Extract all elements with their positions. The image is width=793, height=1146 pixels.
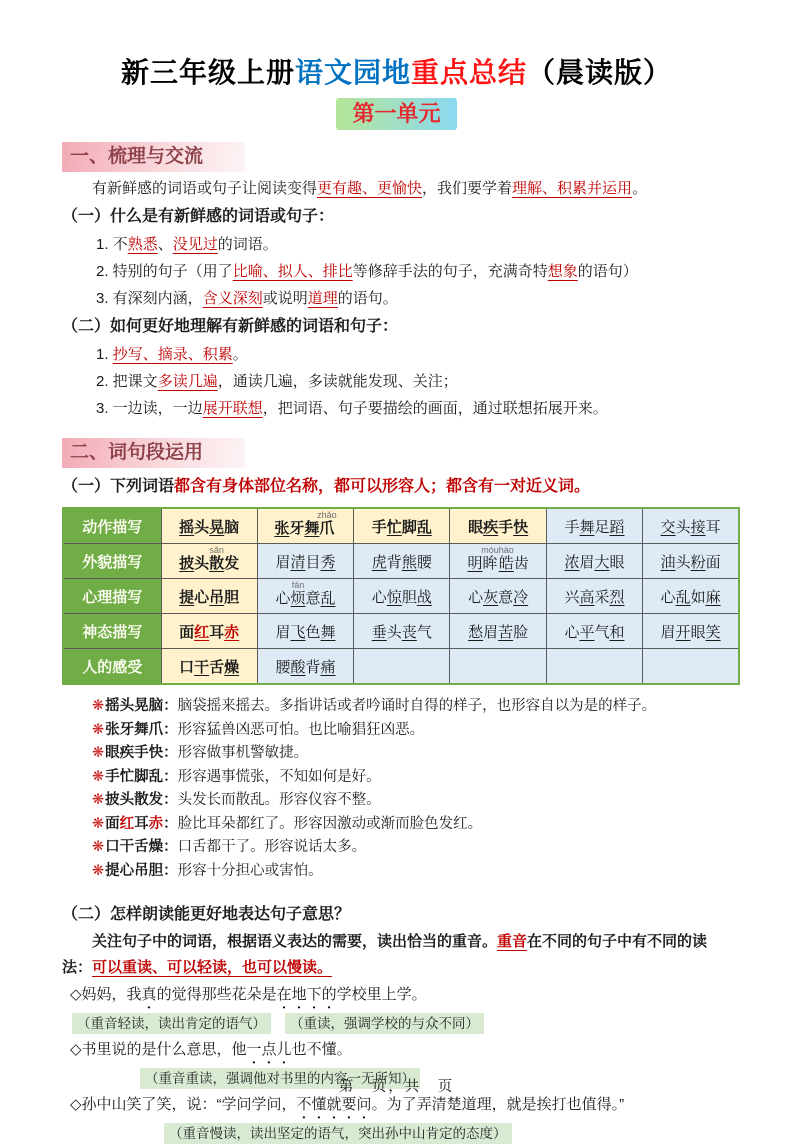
section1-intro xyxy=(62,176,731,202)
definition-item xyxy=(92,719,731,743)
table-row xyxy=(63,544,739,579)
example-sentence xyxy=(62,981,731,1012)
text-segment: 一点儿 xyxy=(246,1041,292,1058)
definition-text: 形容猛兽凶恶可怕。也比喻猖狂凶恶。 xyxy=(177,721,425,738)
bullet-icon: ❋ xyxy=(92,862,105,879)
definition-term: 手忙脚乱： xyxy=(105,768,178,785)
text-segment: ，通读几遍，多读就能发现、关注； xyxy=(217,373,458,390)
example-sentence xyxy=(62,1036,731,1067)
table-row xyxy=(63,614,739,649)
bullet-icon: ❋ xyxy=(92,768,105,785)
definition-item xyxy=(92,742,731,766)
list-item xyxy=(62,368,731,395)
table-cell xyxy=(354,649,450,685)
bullet-icon: ❋ xyxy=(92,745,105,761)
pinyin-annotation: hào xyxy=(498,545,514,555)
table-cell: 披头散sǎn发 xyxy=(161,544,257,579)
example-block xyxy=(62,981,731,1036)
section1-sub2-heading: （二）如何更好地理解有新鲜感的词语和句子： xyxy=(62,318,399,335)
table-cell: 眉清目秀 xyxy=(257,544,353,579)
text-segment: 都含有身体部位名称，都可以形容人；都含有一对近义词。 xyxy=(174,478,591,495)
table-cell: 油头粉面 xyxy=(643,544,739,579)
text-segment: 没见过 xyxy=(172,236,218,253)
page-footer: 第 页，共 页 xyxy=(338,1079,455,1095)
text-segment: 熟悉 xyxy=(127,236,158,253)
text-segment: 理解、积累并运用 xyxy=(512,180,633,197)
text-segment: 3. 一边读，一边 xyxy=(96,400,203,417)
list-item xyxy=(62,341,731,368)
definition-term: 摇头晃脑： xyxy=(105,698,178,714)
table-cell: 张牙舞爪zhǎo xyxy=(257,508,353,544)
text-segment: 关注句子中的词语，根据语义表达的需要，读出恰当的重音。 xyxy=(92,933,498,950)
table-row xyxy=(63,508,739,544)
text-segment: 可以重读、可以轻读，也可以慢读。 xyxy=(92,959,333,976)
table-cell: 交头接耳 xyxy=(643,508,739,544)
title-part: 新三年级上册 xyxy=(120,57,295,88)
table-row-label: 神态描写 xyxy=(63,614,161,649)
definition-term: 披头散发： xyxy=(105,792,178,808)
definition-item xyxy=(92,789,731,813)
definition-term: 面红耳赤： xyxy=(105,815,178,832)
definition-term: 提心吊胆： xyxy=(105,862,178,879)
bullet-icon: ❋ xyxy=(92,698,105,714)
unit-badge: 第一单元 xyxy=(336,98,456,130)
text-segment: 等修辞手法的句子，充满奇特 xyxy=(352,263,548,280)
definition-term: 眼疾手快： xyxy=(105,745,178,761)
section-heading-2: 二、词句段运用 xyxy=(62,438,245,468)
table-row-label: 动作描写 xyxy=(63,508,161,544)
reading-note: （重音重读，强调他对书里的内容一无所知） xyxy=(140,1068,420,1089)
list-item xyxy=(62,285,731,312)
section-heading-1: 一、梳理与交流 xyxy=(62,142,245,172)
definition-text: 形容十分担心或害怕。 xyxy=(177,862,323,879)
bullet-icon: ❋ xyxy=(92,721,105,738)
table-cell: 口干舌燥 xyxy=(161,649,257,685)
text-segment: 多读几遍 xyxy=(157,373,218,390)
table-row xyxy=(63,649,739,685)
table-cell: 面红耳赤 xyxy=(161,614,257,649)
pinyin-annotation: fán xyxy=(290,580,306,590)
reading-stress-paragraph xyxy=(62,929,731,981)
table-cell xyxy=(643,649,739,685)
text-segment: 。 xyxy=(232,346,248,363)
text-segment: 的语句。 xyxy=(337,290,398,307)
table-cell: 浓眉大眼 xyxy=(546,544,642,579)
text-segment: 含义深刻 xyxy=(202,290,263,307)
pinyin-annotation: móu xyxy=(481,545,499,555)
reading-note: （重音轻读，读出肯定的语气） xyxy=(72,1013,271,1034)
section1-sub1-list xyxy=(62,231,731,312)
table-cell: 心平气和 xyxy=(546,614,642,649)
table-cell: 心惊胆战 xyxy=(354,579,450,614)
text-segment: 或说明 xyxy=(262,290,308,307)
table-cell: 心烦fán意乱 xyxy=(257,579,353,614)
list-item xyxy=(62,258,731,285)
table-row xyxy=(63,579,739,614)
section1-sub1-heading: （一）什么是有新鲜感的词语或句子： xyxy=(62,208,335,225)
title-part: （晨读版） xyxy=(527,57,673,88)
text-segment: 的觉得那些花朵是 xyxy=(156,986,277,1003)
vocab-table xyxy=(62,507,740,685)
table-cell: 眉开眼笑 xyxy=(643,614,739,649)
text-segment: 重音 xyxy=(497,933,528,950)
text-segment: ，把词语、句子要描绘的画面，通过联想拓展开来。 xyxy=(262,400,608,417)
text-segment: 1. 不 xyxy=(96,236,128,253)
definition-item xyxy=(92,813,731,837)
text-segment: ◇孙中山笑了笑，说：“学问学问， xyxy=(70,1096,297,1113)
definition-text: 头发长而散乱。形容仪容不整。 xyxy=(177,792,381,808)
text-segment: ◇妈妈，我 xyxy=(70,986,142,1003)
text-segment: 。为了弄清楚道理，就是挨打也值得。” xyxy=(371,1096,625,1113)
text-segment: 比喻、拟人、排比 xyxy=(232,263,353,280)
table-cell: 垂头丧气 xyxy=(354,614,450,649)
table-cell: 摇头晃脑 xyxy=(161,508,257,544)
text-segment: 1. xyxy=(96,346,113,363)
bullet-icon: ❋ xyxy=(92,792,105,808)
definition-item xyxy=(92,766,731,790)
table-cell: 明眸móu皓hào齿 xyxy=(450,544,546,579)
text-segment: 更有趣、更愉快 xyxy=(317,180,423,197)
text-segment: 。 xyxy=(632,180,648,197)
text-segment: 在地下的 xyxy=(276,986,337,1003)
text-segment: 有新鲜感的词语或句子让阅读变得 xyxy=(92,180,318,197)
example-block xyxy=(62,1091,731,1146)
text-segment: ◇书里说的是什么意思，他 xyxy=(70,1041,247,1058)
text-segment: 也不懂。 xyxy=(291,1041,352,1058)
reading-note: （重读，强调学校的与众不同） xyxy=(285,1013,484,1034)
text-segment: 2. 把课文 xyxy=(96,373,158,390)
text-segment: 在不同的句子中有不同的读法： xyxy=(62,933,708,976)
table-cell: 虎背熊腰 xyxy=(354,544,450,579)
title-part: 语文园地 xyxy=(294,57,411,88)
section1-sub2-list xyxy=(62,341,731,422)
list-item xyxy=(62,395,731,422)
text-segment: 道理 xyxy=(307,290,338,307)
table-cell: 愁眉苦脸 xyxy=(450,614,546,649)
definition-term: 口干舌燥： xyxy=(105,839,178,855)
table-cell xyxy=(450,649,546,685)
table-cell: 手忙脚乱 xyxy=(354,508,450,544)
pinyin-annotation: zhǎo xyxy=(317,510,337,520)
definition-text: 脸比耳朵都红了。形容因激动或渐而脸色发红。 xyxy=(177,815,483,832)
definition-text: 形容做事机警敏捷。 xyxy=(177,745,309,761)
section2-sub1-heading xyxy=(62,473,731,500)
table-cell xyxy=(546,649,642,685)
note-row xyxy=(72,1012,731,1036)
text-segment: 学校里上学。 xyxy=(336,986,427,1003)
bullet-icon: ❋ xyxy=(92,839,105,855)
text-segment: 的语句） xyxy=(577,263,638,280)
bullet-icon: ❋ xyxy=(92,815,105,832)
definitions-list xyxy=(62,695,731,883)
list-item xyxy=(62,231,731,258)
table-cell: 心乱如麻 xyxy=(643,579,739,614)
definition-text: 形容遇事慌张，不知如何是好。 xyxy=(177,768,381,785)
definition-text: 脑袋摇来摇去。多指讲话或者吟诵时自得的样子，也形容自以为是的样子。 xyxy=(177,698,657,714)
table-row-label: 人的感受 xyxy=(63,649,161,685)
page-title xyxy=(62,56,731,90)
definition-item xyxy=(92,860,731,884)
table-cell: 眉飞色舞 xyxy=(257,614,353,649)
text-segment: 2. 特别的句子（用了 xyxy=(96,263,233,280)
reading-note: （重音慢读，读出坚定的语气，突出孙中山肯定的态度） xyxy=(164,1123,512,1144)
table-cell: 提心吊胆 xyxy=(161,579,257,614)
text-segment: 3. 有深刻内涵， xyxy=(96,290,203,307)
title-part: 重点总结 xyxy=(411,57,528,88)
text-segment: 、 xyxy=(157,236,173,253)
text-segment: 想象 xyxy=(547,263,578,280)
definition-item xyxy=(92,836,731,860)
pinyin-annotation: sǎn xyxy=(209,545,225,555)
section2-sub2-heading: （二）怎样朗读能更好地表达句子意思？ xyxy=(62,906,351,923)
table-cell: 兴高采烈 xyxy=(546,579,642,614)
text-segment: 真 xyxy=(141,986,157,1003)
definition-item xyxy=(92,695,731,719)
table-row-label: 外貌描写 xyxy=(63,544,161,579)
text-segment: 展开联想 xyxy=(202,400,263,417)
note-row xyxy=(164,1122,731,1146)
table-cell: 眼疾手快 xyxy=(450,508,546,544)
reading-examples xyxy=(62,981,731,1146)
text-segment: 抄写、摘录、积累 xyxy=(112,346,233,363)
text-segment: 不懂就要问 xyxy=(296,1096,372,1113)
text-segment: ，我们要学着 xyxy=(422,180,513,197)
table-row-label: 心理描写 xyxy=(63,579,161,614)
definition-text: 口舌都干了。形容说话太多。 xyxy=(177,839,367,855)
text-segment: （一）下列词语 xyxy=(62,478,175,495)
text-segment: 的词语。 xyxy=(217,236,278,253)
definition-term: 张牙舞爪： xyxy=(105,721,178,738)
table-cell: 腰酸背痛 xyxy=(257,649,353,685)
table-cell: 心灰意冷 xyxy=(450,579,546,614)
table-cell: 手舞足蹈 xyxy=(546,508,642,544)
